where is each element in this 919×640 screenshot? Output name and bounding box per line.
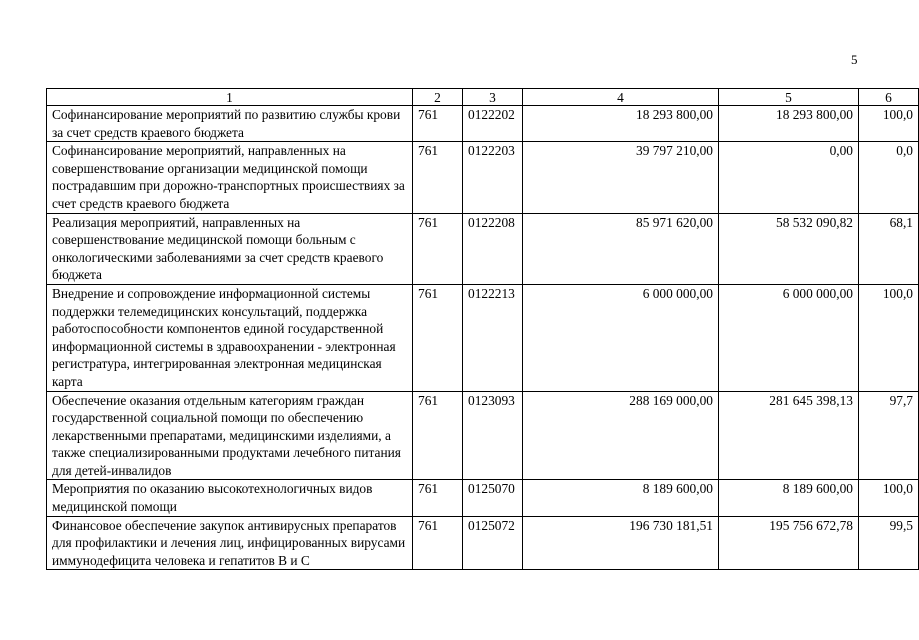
- header-col-1: 1: [47, 89, 413, 106]
- budget-table: [46, 88, 919, 570]
- row-col3-cell: 0122202: [463, 106, 523, 142]
- row-col4-cell: 39 797 210,00: [523, 142, 719, 213]
- row-name-cell: Мероприятия по оказанию высокотехнологичных видов медицинской помощи: [47, 480, 413, 516]
- row-col3-cell: 0122213: [463, 284, 523, 391]
- row-col6-cell: 68,1: [859, 213, 919, 284]
- row-name-cell: Софинансирование мероприятий, направленных на совершенствование организации медицинской помощи пострадавшим при дорожно-транспортных происшествиях за счет средств краевого бюджета: [47, 142, 413, 213]
- header-col-4: 4: [523, 89, 719, 106]
- row-col4-cell: 196 730 181,51: [523, 516, 719, 570]
- row-col6-cell: 100,0: [859, 480, 919, 516]
- row-col3-cell: 0122208: [463, 213, 523, 284]
- row-col5-cell: 8 189 600,00: [719, 480, 859, 516]
- row-col3-cell: 0123093: [463, 391, 523, 480]
- row-col4-cell: 6 000 000,00: [523, 284, 719, 391]
- row-col6-cell: 97,7: [859, 391, 919, 480]
- table-header-row: [47, 89, 919, 106]
- row-col4-cell: 85 971 620,00: [523, 213, 719, 284]
- row-col5-cell: 0,00: [719, 142, 859, 213]
- row-col6-cell: 100,0: [859, 284, 919, 391]
- row-col6-cell: 100,0: [859, 106, 919, 142]
- row-col5-cell: 6 000 000,00: [719, 284, 859, 391]
- row-name-cell: Обеспечение оказания отдельным категориям граждан государственной социальной помощи по обеспечению лекарственными препаратами, медицинскими изделиями, а также специализированными продуктами лечебного питания для детей-инвалидов: [47, 391, 413, 480]
- row-col2-cell: 761: [413, 516, 463, 570]
- table-row: [47, 480, 919, 516]
- row-col2-cell: 761: [413, 213, 463, 284]
- table-row: [47, 516, 919, 570]
- row-col5-cell: 18 293 800,00: [719, 106, 859, 142]
- row-col4-cell: 18 293 800,00: [523, 106, 719, 142]
- table-row: [47, 106, 919, 142]
- row-col5-cell: 281 645 398,13: [719, 391, 859, 480]
- table-row: [47, 284, 919, 391]
- table-row: [47, 213, 919, 284]
- row-col5-cell: 195 756 672,78: [719, 516, 859, 570]
- row-col2-cell: 761: [413, 284, 463, 391]
- header-col-3: 3: [463, 89, 523, 106]
- row-col6-cell: 0,0: [859, 142, 919, 213]
- row-name-cell: Софинансирование мероприятий по развитию службы крови за счет средств краевого бюджета: [47, 106, 413, 142]
- row-col6-cell: 99,5: [859, 516, 919, 570]
- row-col5-cell: 58 532 090,82: [719, 213, 859, 284]
- row-col2-cell: 761: [413, 106, 463, 142]
- page-number: 5: [851, 52, 858, 67]
- header-col-2: 2: [413, 89, 463, 106]
- row-col2-cell: 761: [413, 480, 463, 516]
- row-col3-cell: 0125070: [463, 480, 523, 516]
- row-name-cell: Внедрение и сопровождение информационной системы поддержки телемедицинских консультаций, поддержка работоспособности компонентов единой государственной информационной системы в здравоохранении - электронная регистратура, интегрированная электронная медицинская карта: [47, 284, 413, 391]
- table-row: [47, 142, 919, 213]
- row-col3-cell: 0125072: [463, 516, 523, 570]
- table-row: [47, 391, 919, 480]
- row-col4-cell: 8 189 600,00: [523, 480, 719, 516]
- row-name-cell: Реализация мероприятий, направленных на совершенствование медицинской помощи больным с онкологическими заболеваниями за счет средств краевого бюджета: [47, 213, 413, 284]
- row-col4-cell: 288 169 000,00: [523, 391, 719, 480]
- row-name-cell: Финансовое обеспечение закупок антивирусных препаратов для профилактики и лечения лиц, инфицированных вирусами иммунодефицита человека и гепатитов В и С: [47, 516, 413, 570]
- header-col-5: 5: [719, 89, 859, 106]
- row-col2-cell: 761: [413, 391, 463, 480]
- header-col-6: 6: [859, 89, 919, 106]
- row-col2-cell: 761: [413, 142, 463, 213]
- row-col3-cell: 0122203: [463, 142, 523, 213]
